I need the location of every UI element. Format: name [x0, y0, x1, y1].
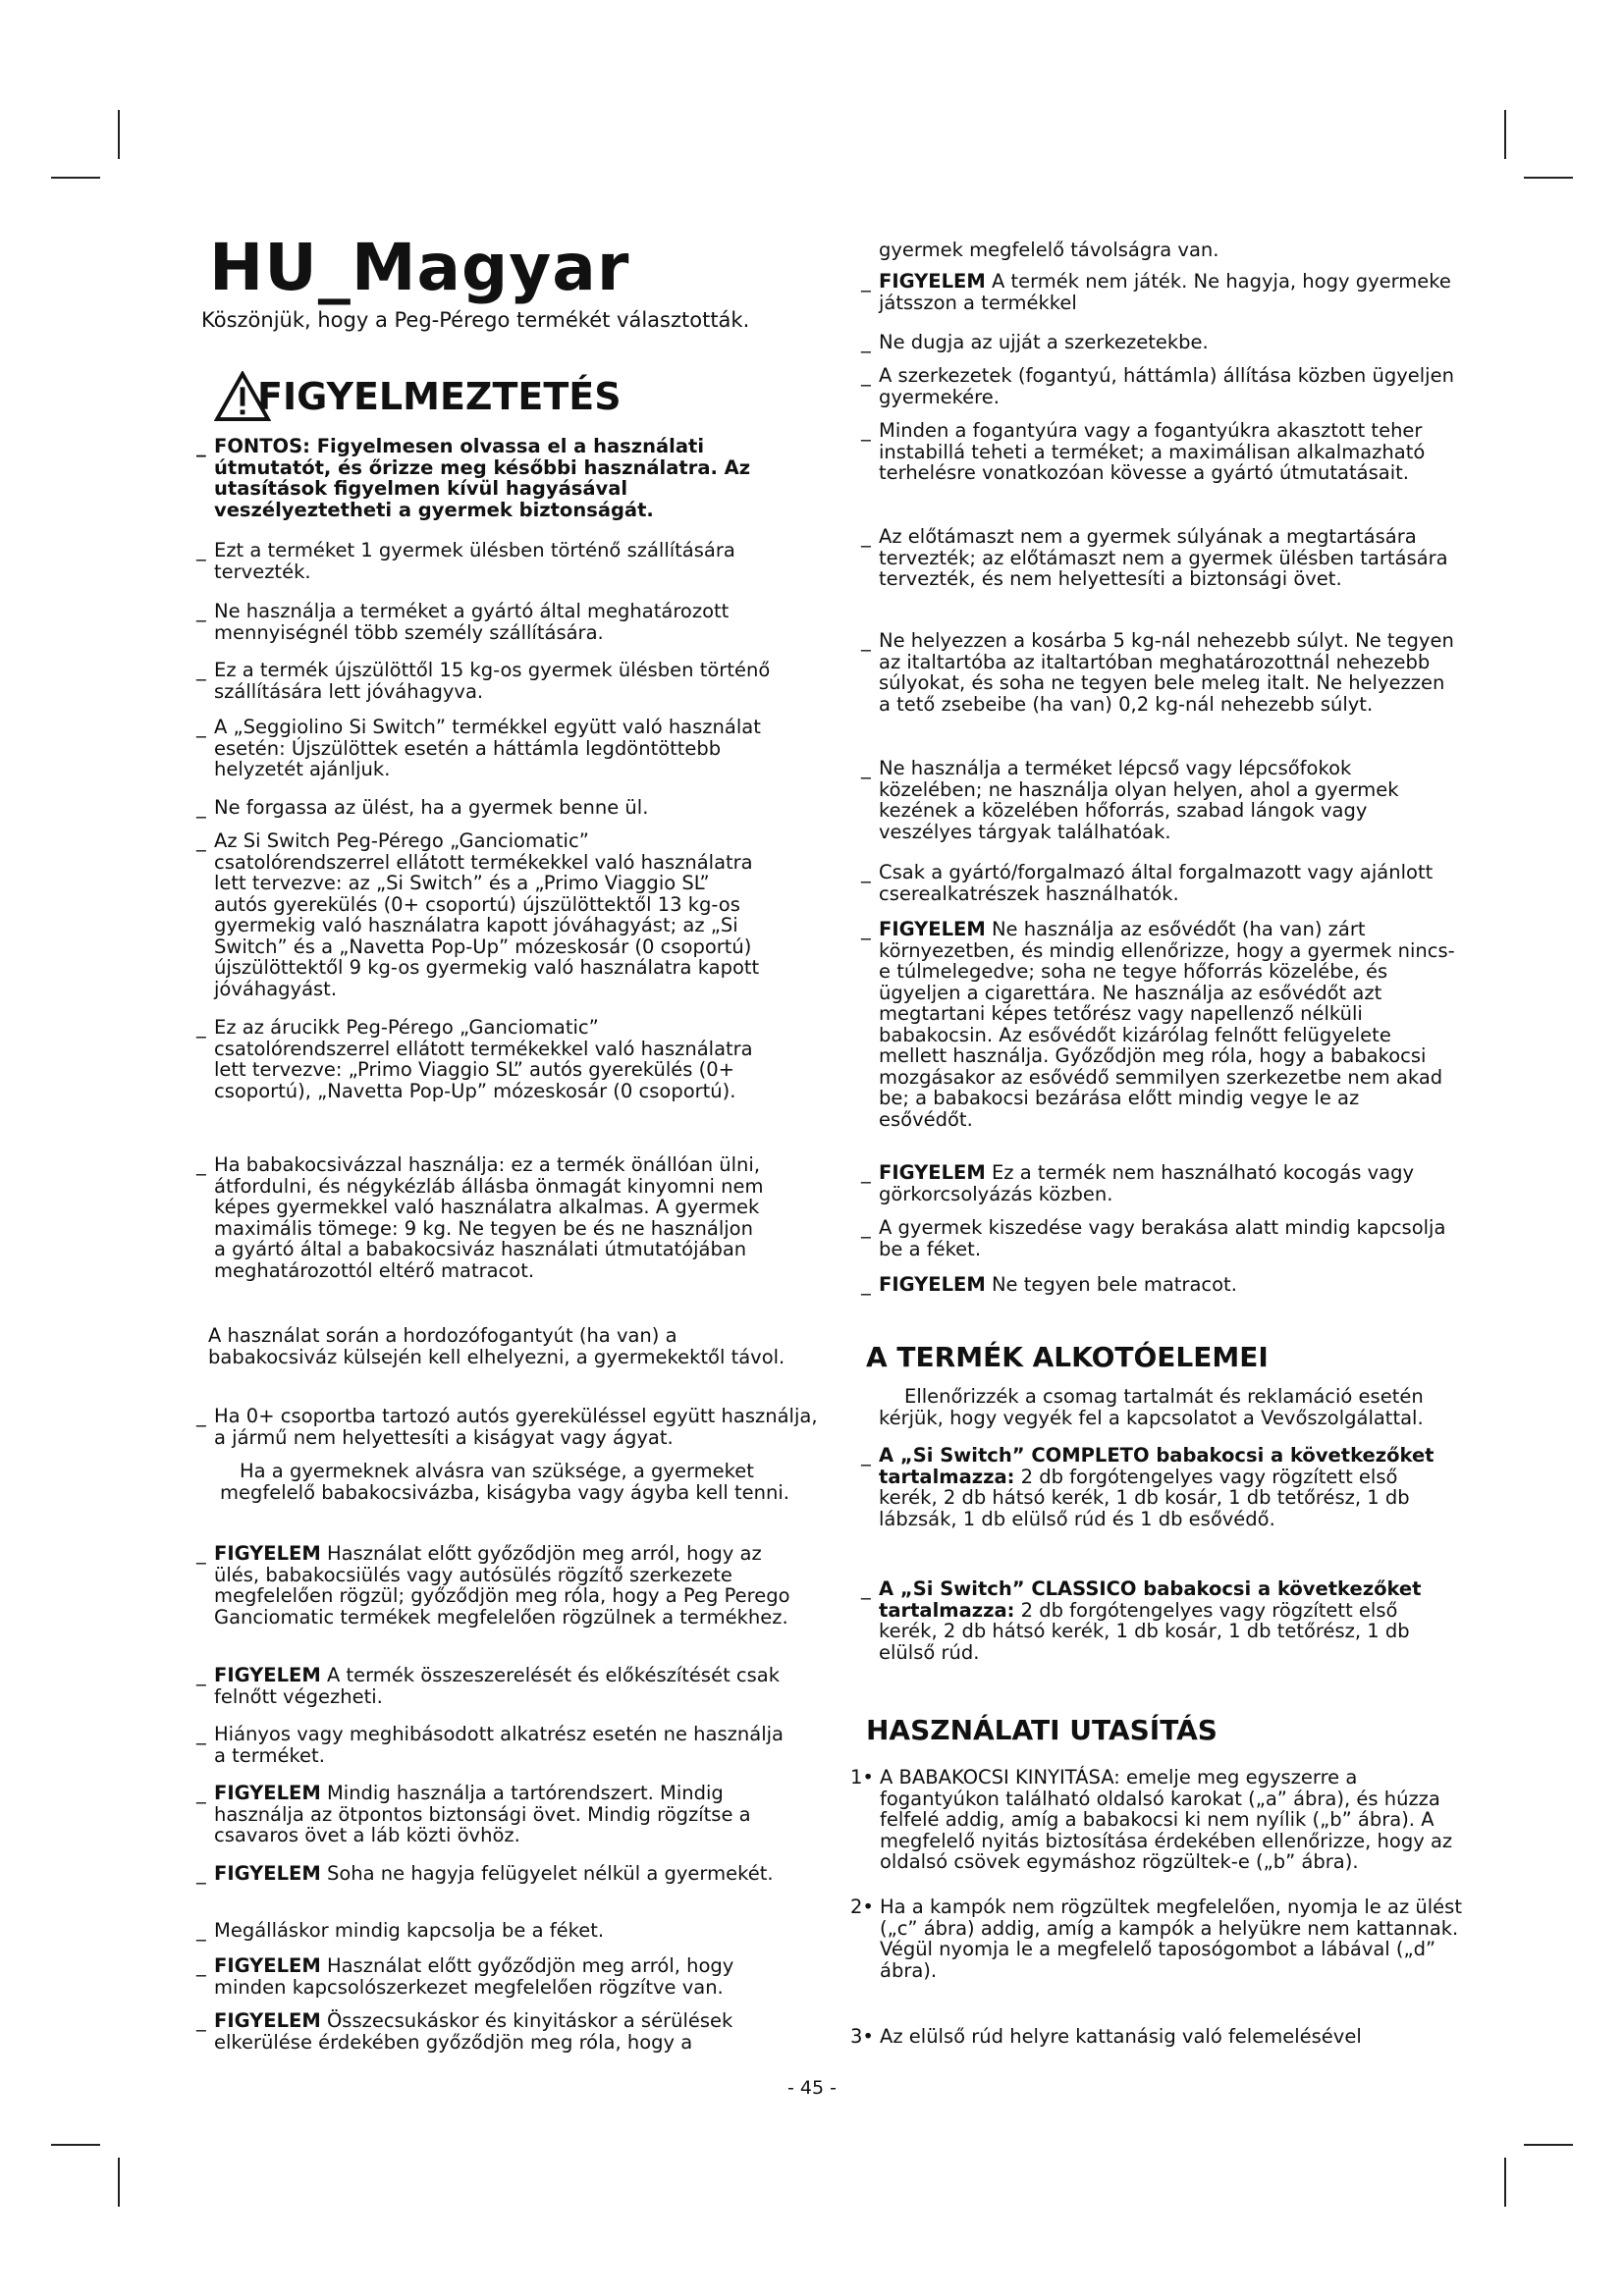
warning-item [196, 1543, 803, 1628]
component-text: 2 db forgótengelyes vagy rögzített első kerék, 2 db hátsó kerék, 1 db kosár, 1 db tetőrész, 1 db lábzsák, 1 db elülső rúd és 1 db esővédő. [879, 1465, 1410, 1530]
warning-item [861, 1274, 1458, 1296]
figyelem-label: FIGYELEM [214, 1954, 321, 1977]
figyelem-label: FIGYELEM [214, 1664, 321, 1686]
page-number: - 45 - [787, 2077, 837, 2099]
warning-text: Soha ne hagyja felügyelet nélkül a gyermekét. [320, 1862, 774, 1885]
warning-item: gyermek megfelelő távolságra van. [879, 239, 1219, 261]
warning-item: _ Ne helyezzen a kosárba 5 kg-nál nehezebb súlyt. Ne tegyen az italtartóba az italtartóban meghatározottnál nehezebb súlyokat, és soha ne tegyen bele meleg italt. Ne helyezzen a tető zsebeibe (ha van) 0,2 kg-nál nehezebb súlyt. [861, 630, 1458, 715]
warning-item: _ Minden a fogantyúra vagy a fogantyúkra akasztott teher instabillá teheti a terméket; a maximálisan alkalmazható terhelésre vonatkozóan kövesse a gyártó útmutatásait. [861, 420, 1458, 484]
warning-text: A termék nem játék. Ne hagyja, hogy gyermeke játsszon a termékkel [879, 270, 1451, 314]
crop-mark [1524, 177, 1573, 179]
component-lead: A „Si Switch” COMPLETO babakocsi a következőket tartalmazza: [879, 1444, 1435, 1488]
warning-item: A használat során a hordozófogantyút (ha van) a babakocsiváz külsején kell elhelyezni, a gyermekektől távol. [208, 1324, 785, 1368]
section-heading-components: A TERMÉK ALKOTÓELEMEI [866, 1341, 1269, 1373]
warning-item [196, 1783, 803, 1846]
warning-item: _ Ez az árucikk Peg-Pérego „Ganciomatic” csatolórendszerrel ellátott termékekkel való használatra lett tervezve: „Primo Viaggio SL” autós gyerekülés (0+ csoportú), „Navetta Pop-Up” mózeskosár (0 csoportú). [196, 1017, 764, 1101]
warning-item: _ Ezt a terméket 1 gyermek ülésben történő szállítására tervezték. [196, 540, 793, 582]
warning-item [196, 1955, 803, 1998]
warning-item: _ A gyermek kiszedése vagy berakása alatt mindig kapcsolja be a féket. [861, 1217, 1458, 1259]
step-number: 3• [850, 2025, 874, 2048]
step-text: Az elülső rúd helyre kattanásig való felemelésével [880, 2025, 1362, 2048]
section-heading-instructions: HASZNÁLATI UTASÍTÁS [866, 1714, 1218, 1746]
figyelem-label: FIGYELEM [879, 918, 986, 940]
instruction-step [850, 1896, 1469, 1981]
warning-text: Ne használja az esővédőt (ha van) zárt környezetben, és mindig ellenőrizze, hogy a gyermek nincs-e túlmelegedve; soha ne tegye hőforrás közelébe, és ügyeljen a cigarettára. Ne használja az esővédőt azt megtartani képes tetőrész vagy napellenző nélküli babakocsin. Az esővédőt kizárólag felnőtt felügyelete mellett használja. Győződjön meg róla, hogy a babakocsi mozgásakor az esővédő semmilyen szerkezetbe nem akad be; a babakocsi bezárása előtt mindig vegye le az esővédőt. [879, 918, 1455, 1131]
warning-text: A termék összeszerelését és előkészítését csak felnőtt végezheti. [214, 1664, 781, 1708]
warning-item: _ A „Seggiolino Si Switch” termékkel együtt való használat esetén: Újszülöttek esetén a háttámla legdöntöttebb helyzetét ajánljuk. [196, 717, 764, 780]
warning-item: _ Ez a termék újszülöttől 15 kg-os gyermek ülésben történő szállítására lett jóváhagyva. [196, 660, 793, 702]
warning-item [861, 919, 1458, 1130]
instruction-step [850, 2026, 1469, 2048]
warning-item [196, 2010, 803, 2053]
component-text: 2 db forgótengelyes vagy rögzített első kerék, 2 db hátsó kerék, 1 db kosár, 1 db tetőrész, 1 db elülső rúd. [879, 1598, 1410, 1664]
warning-item: _ FONTOS: Figyelmesen olvassa el a használati útmutatót, és őrizze meg későbbi használatra. Az utasítások figyelmen kívül hagyásával veszélyeztetheti a gyermek biztonságát. [196, 436, 793, 520]
crop-mark [1504, 2158, 1506, 2207]
warning-item: _ A szerkezetek (fogantyú, háttámla) állítása közben ügyeljen gyermekére. [861, 365, 1458, 407]
section-intro: Ellenőrizzék a csomag tartalmát és reklamáció esetén kérjük, hogy vegyék fel a kapcsolatot a Vevőszolgálattal. [879, 1385, 1424, 1429]
figyelem-label: FIGYELEM [214, 1862, 321, 1885]
crop-mark [51, 177, 100, 179]
warning-item [861, 271, 1458, 313]
warning-item: _ Ne használja a terméket a gyártó által meghatározott mennyiségnél több személy szállítására. [196, 601, 793, 643]
figyelem-label: FIGYELEM [879, 270, 986, 293]
warning-text: Mindig használja a tartórendszert. Mindig használja az ötpontos biztonsági övet. Mindig rögzítse a csavaros övet a láb közti övhöz. [214, 1782, 751, 1846]
warning-item: _ Ne használja a terméket lépcső vagy lépcsőfokok közelében; ne használja olyan helyen, ahol a gyermek kezének a közelében hőforrás, szabad lángok vagy veszélyes tárgyak találhatóak. [861, 758, 1458, 842]
warning-item: _ Az Si Switch Peg-Pérego „Ganciomatic” csatolórendszerrel ellátott termékekkel való használatra lett tervezve: az „Si Switch” és a „Primo Viaggio SL” autós gyerekülés (0+ csoportú) újszülöttektől 13 kg-os gyermekig való használatra kapott jóváhagyást; az „Si Switch” és a „Navetta Pop-Up” mózeskosár (0 csoportú) újszülöttektől 9 kg-os gyermekig való használatra kapott jóváhagyást. [196, 830, 764, 999]
warning-item: _ Csak a gyártó/forgalmazó által forgalmazott vagy ajánlott cserealkatrészek használhatók. [861, 862, 1458, 904]
component-list-item [861, 1578, 1458, 1663]
warning-heading-text: FIGYELMEZTETÉS [257, 375, 622, 418]
instruction-step [850, 1767, 1469, 1873]
warning-item [196, 1863, 793, 1885]
step-text: Ha a kampók nem rögzültek megfelelően, nyomja le az ülést („c” ábra) addig, amíg a kampók a helyükre nem kattannak. Végül nyomja le a megfelelő taposógombot a lábával („d” ábra). [880, 1896, 1462, 1982]
warning-item [196, 1665, 803, 1707]
warning-text: Ez a termék nem használható kocogás vagy görkorcsolyázás közben. [879, 1161, 1414, 1205]
warning-text: Használat előtt győződjön meg arról, hogy minden kapcsolószerkezet megfelelően rögzítve van. [214, 1954, 734, 1999]
crop-mark [118, 110, 120, 159]
warning-item: _ Az előtámaszt nem a gyermek súlyának a megtartására tervezték; az előtámaszt nem a gyermek ülésben tartására tervezték, és nem helyettesíti a biztonsági övet. [861, 526, 1458, 590]
warning-text: Használat előtt győződjön meg arról, hogy az ülés, babakocsiülés vagy autósülés rögzítő szerkezete megfelelően rögzül; győződjön meg róla, hogy a Peg Perego Ganciomatic termékek megfelelően rögzülnek a termékhez. [214, 1542, 790, 1629]
crop-mark [51, 2144, 100, 2146]
step-text: A BABAKOCSI KINYITÁSA: emelje meg egyszerre a fogantyúkon található oldalsó karokat („a” ábra), és húzza felfelé addig, amíg a babakocsi ki nem nyílik („b” ábra). A megfelelő nyitás biztosítása érdekében ellenőrizze, hogy az oldalsó csövek egymáshoz rögzültek-e („b” ábra). [880, 1766, 1453, 1873]
crop-mark [118, 2158, 120, 2207]
crop-mark [1504, 110, 1506, 159]
warning-text: Összecsukáskor és kinyitáskor a sérülések elkerülése érdekében győződjön meg róla, hogy a [214, 2009, 733, 2054]
warning-item: _ Ha 0+ csoportba tartozó autós gyereküléssel együtt használja, a jármű nem helyettesíti a kiságyat vagy ágyat. [196, 1406, 823, 1448]
component-lead: A „Si Switch” CLASSICO babakocsi a következőket tartalmazza: [879, 1577, 1422, 1622]
figyelem-label: FIGYELEM [214, 1782, 321, 1804]
warning-item: _ Hiányos vagy meghibásodott alkatrész esetén ne használja a terméket. [196, 1724, 793, 1766]
warning-item [861, 1162, 1458, 1204]
page-subtitle: Köszönjük, hogy a Peg-Pérego termékét választották. [201, 308, 750, 332]
step-number: 1• [850, 1766, 874, 1789]
figyelem-label: FIGYELEM [879, 1161, 986, 1184]
warning-item: _ Ha babakocsivázzal használja: ez a termék önállóan ülni, átfordulni, és négykézláb állásba önmagát kinyomni nem képes gyermekkel való használatra alkalmas. A gyermek maximális tömege: 9 kg. Ne tegyen be és ne használjon a gyártó által a babakocsiváz használati útmutatójában meghatározottól eltérő matracot. [196, 1154, 764, 1281]
warning-item: _ Ne forgassa az ülést, ha a gyermek benne ül. [196, 797, 793, 819]
figyelem-label: FIGYELEM [879, 1273, 986, 1296]
warning-item: _ Megálláskor mindig kapcsolja be a féket. [196, 1920, 793, 1942]
warning-item: Ha a gyermeknek alvásra van szüksége, a gyermeket megfelelő babakocsivázba, kiságyba vagy ágyba kell tenni. [220, 1460, 789, 1504]
crop-mark [1524, 2144, 1573, 2146]
component-list-item [861, 1445, 1458, 1529]
warning-heading [214, 371, 622, 422]
step-number: 2• [850, 1896, 874, 1918]
figyelem-label: FIGYELEM [214, 1542, 321, 1565]
warning-item: _ Ne dugja az ujját a szerkezetekbe. [861, 332, 1458, 353]
page-title: HU_Magyar [209, 230, 630, 305]
warning-text: Ne tegyen bele matracot. [985, 1273, 1237, 1296]
figyelem-label: FIGYELEM [214, 2009, 321, 2032]
